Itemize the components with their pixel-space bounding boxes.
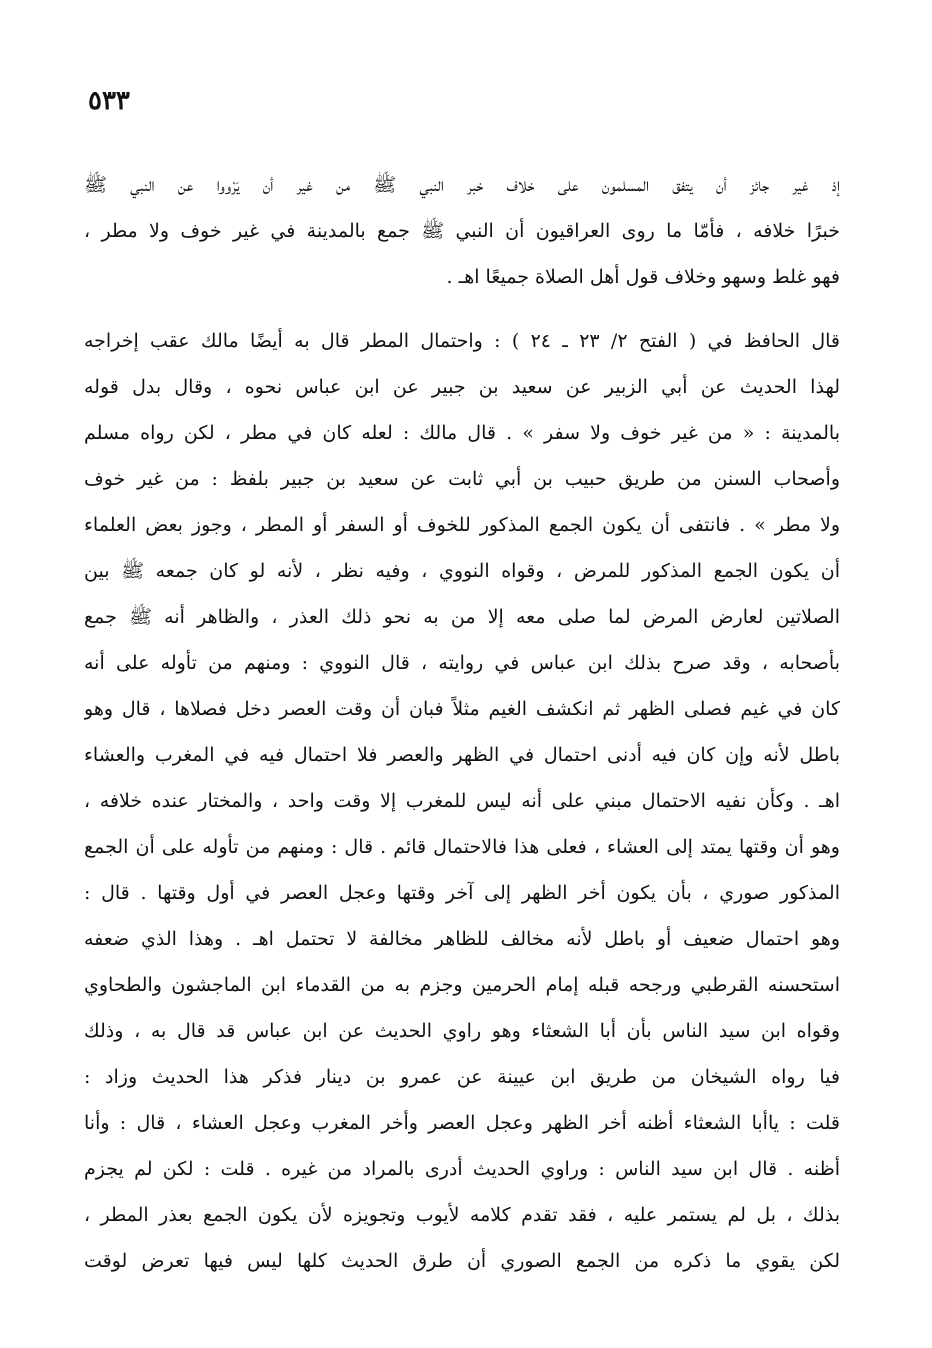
text-line: وهو احتمال ضعيف أو باطل لأنه مخالف للظاهر مخالفة لا تحتمل اهـ . وهذا الذي ضعفه (84, 928, 840, 950)
text-line: بذلك ، بل لم يستمر عليه ، فقد تقدم كلامه لأيوب وتجويزه لأن يكون الجمع بعذر المطر ، (84, 1204, 840, 1226)
text-line: فيا رواه الشيخان من طريق ابن عيينة عن عمرو بن دينار فذكر هذا الحديث وزاد : (84, 1066, 840, 1088)
text-line: أظنه . قال ابن سيد الناس : وراوي الحديث أدرى بالمراد من غيره . قلت : لكن لم يجزم (84, 1158, 840, 1180)
text-line: قلت : ياأبا الشعثاء أظنه أخر الظهر وعجل العصر وأخر المغرب وعجل العشاء ، قال : وأنا (84, 1112, 840, 1134)
text-line: بالمدينة : « من غير خوف ولا سفر » . قال مالك : لعله كان في مطر ، لكن رواه مسلم (84, 422, 840, 444)
paragraph-2 (84, 318, 840, 1284)
text-line: المذكور صوري ، بأن يكون أخر الظهر إلى آخر وقتها وعجل العصر في أول وقتها . قال : (84, 882, 840, 904)
text-line: باطل لأنه وإن كان فيه أدنى احتمال في الظهر والعصر فلا احتمال فيه في المغرب والعشاء (84, 744, 840, 766)
text-line: بأصحابه ، وقد صرح بذلك ابن عباس في روايته ، قال النووي : ومنهم من تأوله على أنه (84, 652, 840, 674)
text-line: لكن يقوي ما ذكره من الجمع الصوري أن طرق الحديث كلها ليس فيها تعرض لوقت (84, 1250, 840, 1272)
text-line: الصلاتين لعارض المرض لما صلى معه إلا من به نحو ذلك العذر ، والظاهر أنه ﷺ جمع (84, 606, 840, 628)
text-line: خبرًا خلافه ، فأمّا ما روى العراقيون أن النبي ﷺ جمع بالمدينة في غير خوف ولا مطر ، (84, 220, 840, 242)
text-line: وهو أن وقتها يمتد إلى العشاء ، فعلى هذا فالاحتمال قائم . قال : ومنهم من تأوله على أن الجمع (84, 836, 840, 858)
text-line: ولا مطر » . فانتفى أن يكون الجمع المذكور للخوف أو السفر أو المطر ، وجوز بعض العلماء (84, 514, 840, 536)
text-line: لهذا الحديث عن أبي الزبير عن سعيد بن جبير عن ابن عباس نحوه ، وقال بدل قوله (84, 376, 840, 398)
text-line: كان في غيم فصلى الظهر ثم انكشف الغيم مثلاً فبان أن وقت العصر دخل فصلاها ، قال وهو (84, 698, 840, 720)
text-line: قال الحافظ في ( الفتح ٢/ ٢٣ ـ ٢٤ ) : واحتمال المطر قال به أيضًا مالك عقب إخراجه (84, 330, 840, 352)
text-line: إذ غير جائز أن يتفق المسلمون على خلاف خبر النبي ﷺ من غير أن يَرْووا عن النبي ﷺ (84, 174, 840, 196)
text-line: استحسنه القرطبي ورجحه قبله إمام الحرمين وجزم به من القدماء ابن الماجشون والطحاوي (84, 974, 840, 996)
page-number: ٥٣٣ (88, 86, 130, 116)
text-line: اهـ . وكأن نفيه الاحتمال مبني على أنه ليس للمغرب إلا وقت واحد ، والمختار عنده خلافه ، (84, 790, 840, 812)
text-line: أن يكون الجمع المذكور للمرض ، وقواه النووي ، وفيه نظر ، لأنه لو كان جمعه ﷺ بين (84, 560, 840, 582)
paragraph-1 (84, 162, 840, 300)
text-line: وقواه ابن سيد الناس بأن أبا الشعثاء وهو راوي الحديث عن ابن عباس قد قال به ، وذلك (84, 1020, 840, 1042)
text-line: وأصحاب السنن من طريق حبيب بن أبي ثابت عن سعيد بن جبير بلفظ : من غير خوف (84, 468, 840, 490)
text-line: فهو غلط وسهو وخلاف قول أهل الصلاة جميعًا اهـ . (446, 266, 840, 288)
